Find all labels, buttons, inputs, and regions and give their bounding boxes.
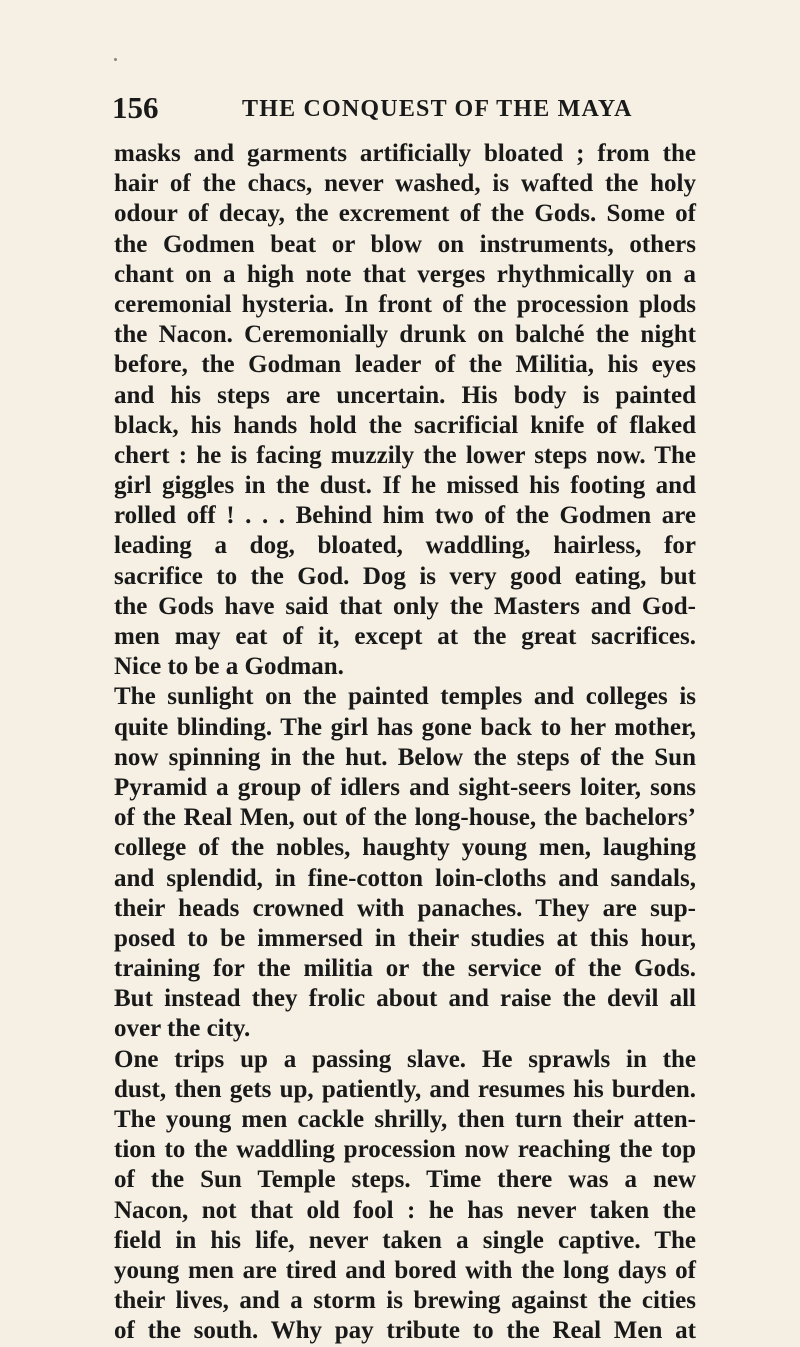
text-line: quite blinding. The girl has gone back to her mother,	[114, 713, 696, 741]
text-line: the Godmen beat or blow on instruments, others	[114, 230, 696, 258]
text-line: now spinning in the hut. Below the steps of the Sun	[114, 743, 696, 771]
text-line: sacrifice to the God. Dog is very good eating, but	[114, 562, 696, 590]
text-line: training for the militia or the service of the Gods.	[114, 955, 696, 983]
text-line: the Gods have said that only the Masters and God-	[114, 592, 696, 620]
text-line: Pyramid a group of idlers and sight-seers loiter, sons	[114, 773, 696, 801]
text-line: and splendid, in fine-cotton loin-cloths and sandals,	[114, 864, 696, 892]
text-line: and his steps are uncertain. His body is painted	[114, 381, 696, 409]
text-line: their heads crowned with panaches. They are sup-	[114, 894, 696, 922]
text-line: But instead they frolic about and raise the devil all	[114, 985, 696, 1013]
text-line: tion to the waddling procession now reaching the top	[114, 1136, 696, 1164]
text-line: leading a dog, bloated, waddling, hairless, for	[114, 532, 696, 560]
paper-speck	[114, 58, 117, 61]
text-line: their lives, and a storm is brewing against the cities	[114, 1287, 696, 1315]
text-line: men may eat of it, except at the great sacrifices.	[114, 623, 696, 650]
text-line: ceremonial hysteria. In front of the procession plods	[114, 290, 696, 318]
text-line: college of the nobles, haughty young men, laughing	[114, 834, 696, 862]
text-line: the Nacon. Ceremonially drunk on balché the night	[114, 321, 696, 349]
text-line: field in his life, never taken a single captive. The	[114, 1226, 696, 1254]
text-line: hair of the chacs, never washed, is wafted the holy	[114, 170, 696, 198]
text-line: girl giggles in the dust. If he missed his footing and	[114, 472, 696, 500]
text-line: of the south. Why pay tribute to the Real Men at	[114, 1317, 696, 1345]
text-line: chert : he is facing muzzily the lower steps now. The	[114, 441, 696, 469]
running-head: THE CONQUEST OF THE MAYA	[242, 96, 633, 122]
page-header	[112, 88, 692, 128]
text-line: of the Sun Temple steps. Time there was a new	[114, 1166, 696, 1194]
text-line: Nice to be a Godman.	[114, 653, 344, 681]
text-line: Nacon, not that old fool : he has never taken the	[114, 1196, 696, 1224]
text-line: of the Real Men, out of the long-house, the bachelors’	[114, 804, 696, 832]
text-line: One trips up a passing slave. He sprawls in the	[114, 1045, 696, 1073]
text-line: chant on a high note that verges rhythmically on a	[114, 260, 696, 288]
text-line: The sunlight on the painted temples and colleges is	[114, 683, 696, 711]
text-line: over the city.	[114, 1015, 251, 1043]
text-line: dust, then gets up, patiently, and resumes his burden.	[114, 1075, 696, 1103]
body-text	[114, 139, 696, 1347]
text-line: posed to be immersed in their studies at this hour,	[114, 924, 696, 952]
text-line: before, the Godman leader of the Militia, his eyes	[114, 351, 696, 379]
text-line: young men are tired and bored with the long days of	[114, 1256, 696, 1284]
text-line: masks and garments artificially bloated ; from the	[114, 140, 696, 167]
text-line: rolled off ! . . . Behind him two of the Godmen are	[114, 502, 696, 530]
text-line: The young men cackle shrilly, then turn their atten-	[114, 1106, 696, 1133]
text-line: black, his hands hold the sacrificial knife of flaked	[114, 411, 696, 439]
text-line: odour of decay, the excrement of the Gods. Some of	[114, 200, 696, 228]
page-number: 156	[112, 90, 159, 125]
